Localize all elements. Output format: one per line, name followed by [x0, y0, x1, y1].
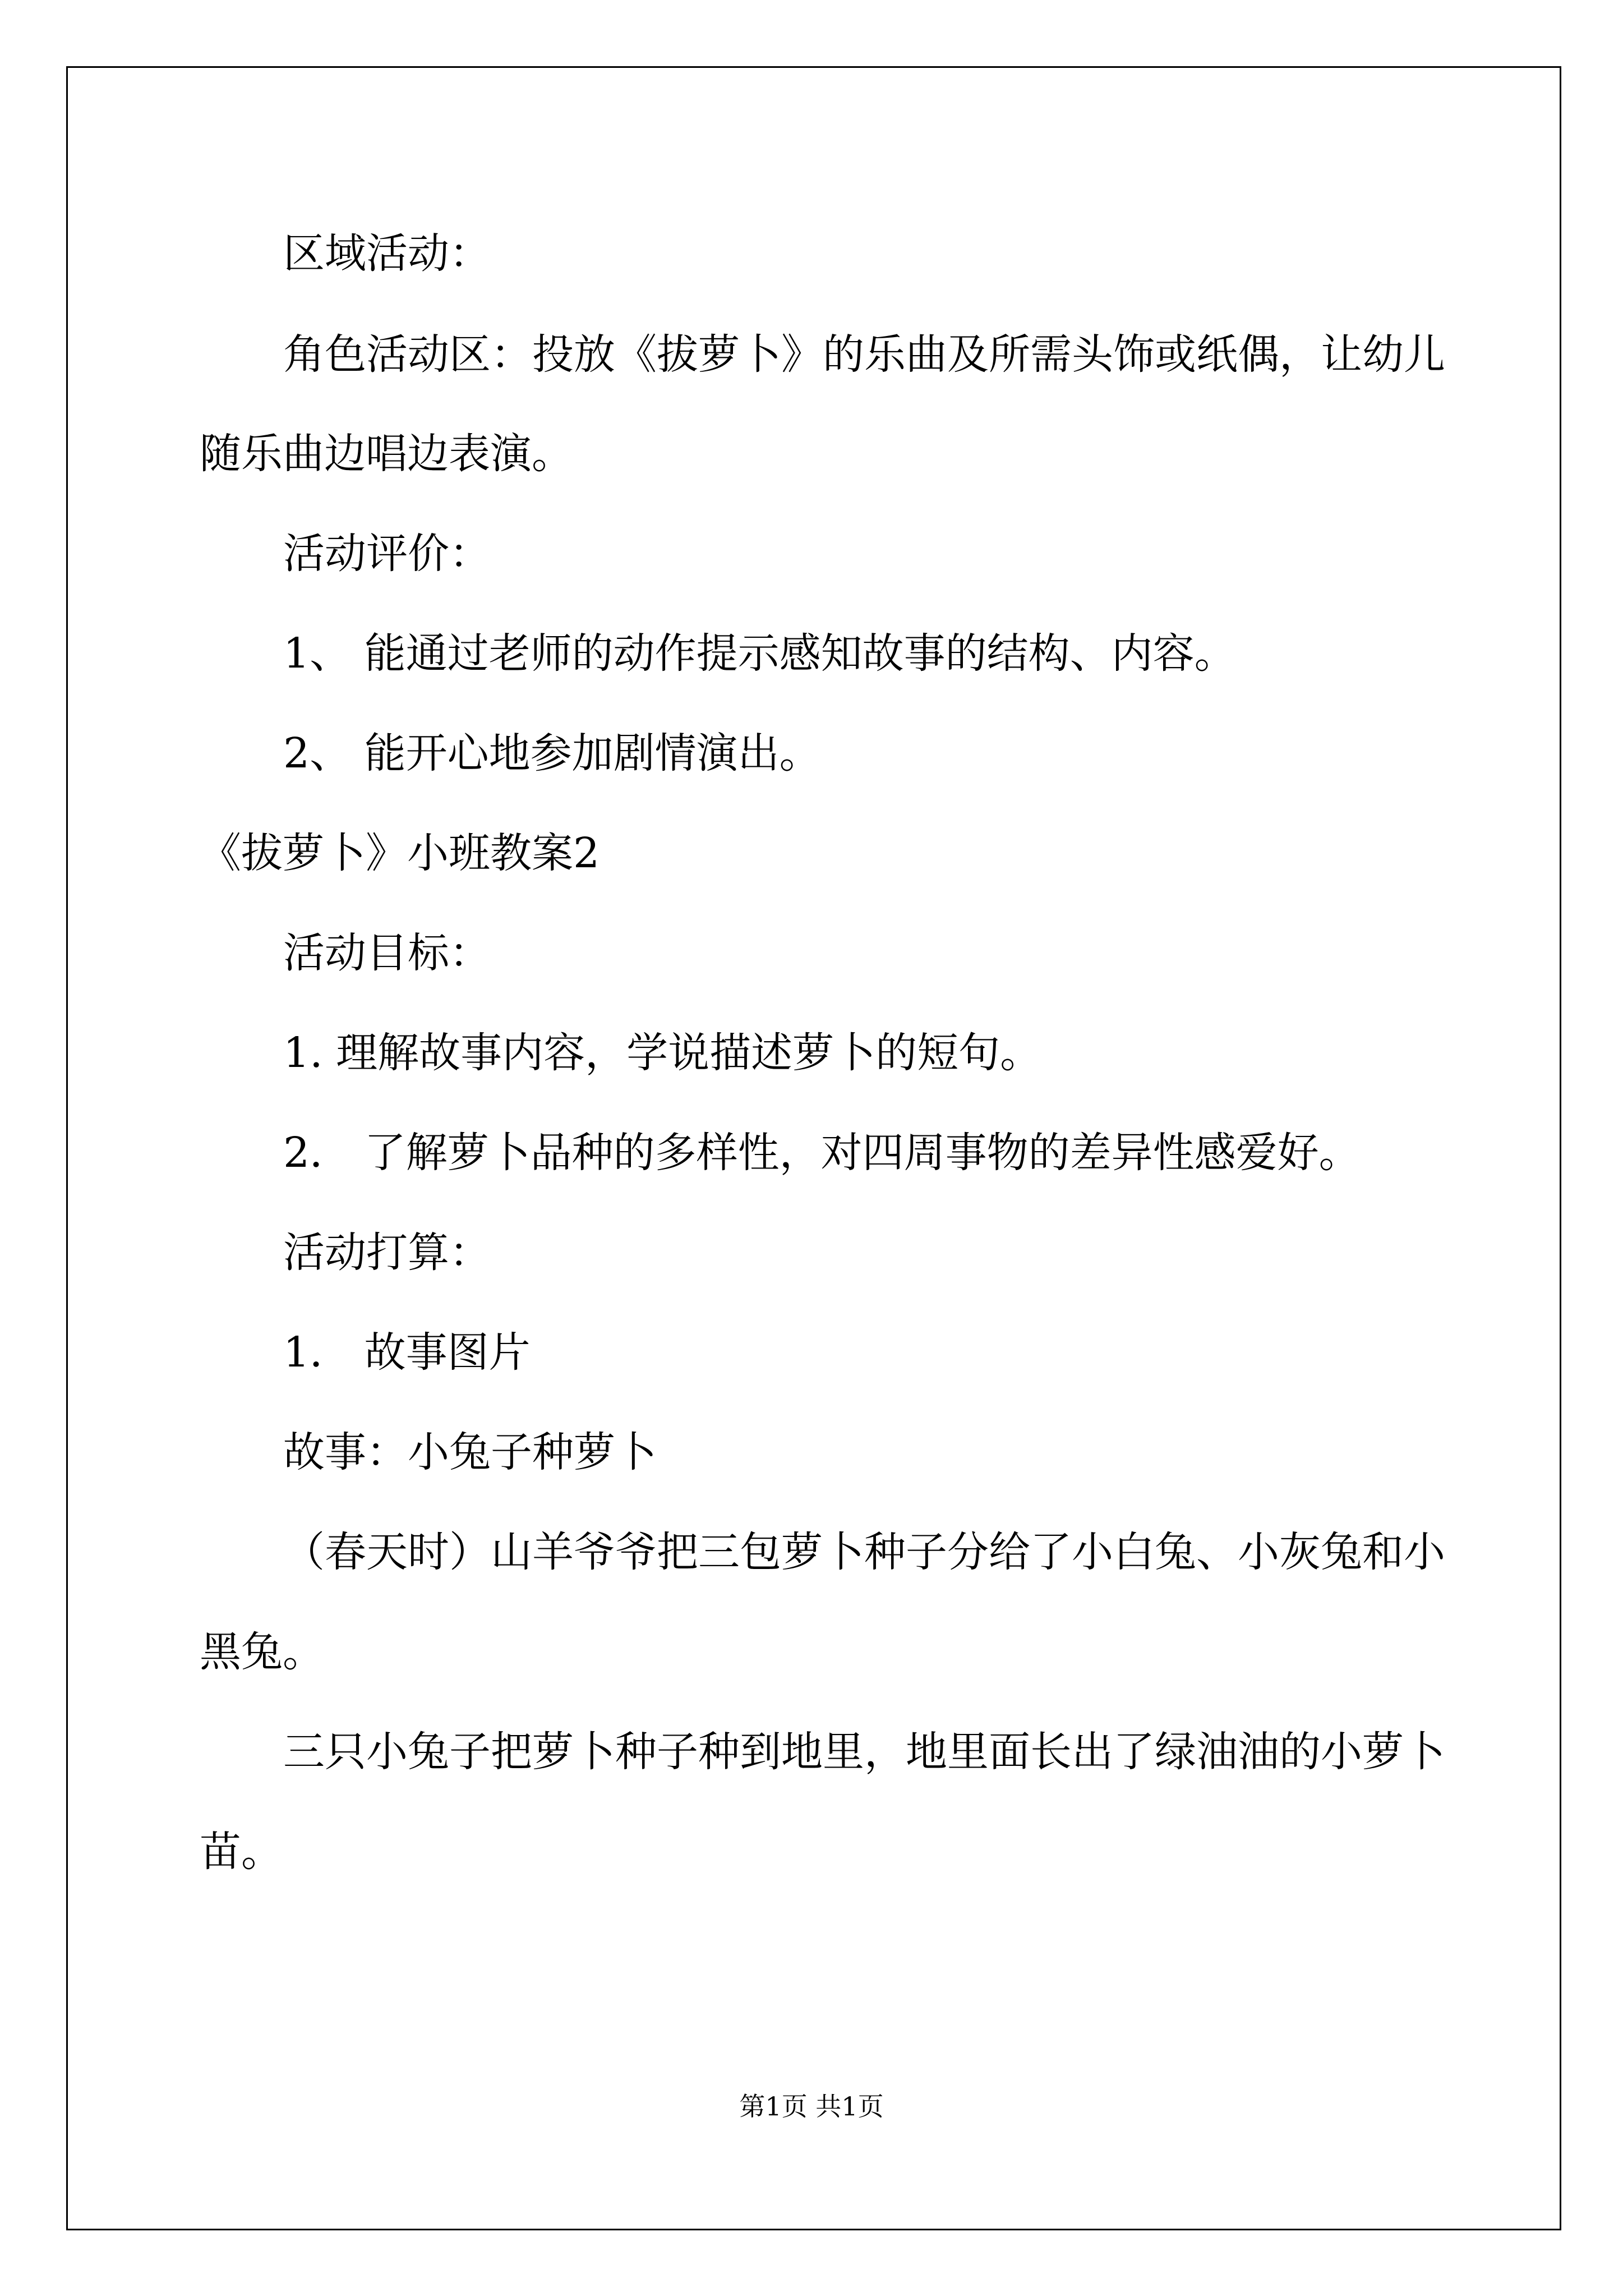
text-line-paragraph: 角色活动区：投放《拔萝卜》的乐曲及所需头饰或纸偶，让幼儿 [283, 330, 1445, 379]
text-line-section-heading: 活动打算： [283, 1228, 491, 1277]
text-line-paragraph: （春天时）山羊爷爷把三包萝卜种子分给了小白兔、小灰兔和小 [283, 1528, 1445, 1576]
text-line-section-heading: 活动评价： [283, 530, 491, 578]
text-line-list-item: 1． 故事图片 [283, 1328, 531, 1377]
page-number-footer: 第1页 共1页 [739, 2091, 884, 2122]
text-line-section-heading: 活动目标： [283, 929, 491, 977]
text-line-list-item: 2． 了解萝卜品种的多样性，对四周事物的差异性感爱好。 [283, 1129, 1361, 1177]
text-line-list-item: 1. 理解故事内容，学说描述萝卜的短句。 [283, 1029, 1042, 1077]
text-line-title: 《拔萝卜》小班教案2 [200, 829, 600, 877]
text-line-paragraph-continuation: 随乐曲边唱边表演。 [200, 430, 573, 478]
text-line-paragraph-continuation: 黑兔。 [200, 1628, 324, 1676]
text-line-paragraph: 三只小兔子把萝卜种子种到地里，地里面长出了绿油油的小萝卜 [283, 1728, 1445, 1776]
text-line-list-item: 2、 能开心地参加剧情演出。 [283, 729, 821, 777]
text-line-list-item: 1、 能通过老师的动作提示感知故事的结构、内容。 [283, 629, 1236, 678]
text-line-paragraph-continuation: 苗。 [200, 1828, 283, 1876]
text-line-story-title: 故事：小兔子种萝卜 [283, 1428, 657, 1476]
text-line-section-heading: 区域活动： [283, 229, 491, 278]
